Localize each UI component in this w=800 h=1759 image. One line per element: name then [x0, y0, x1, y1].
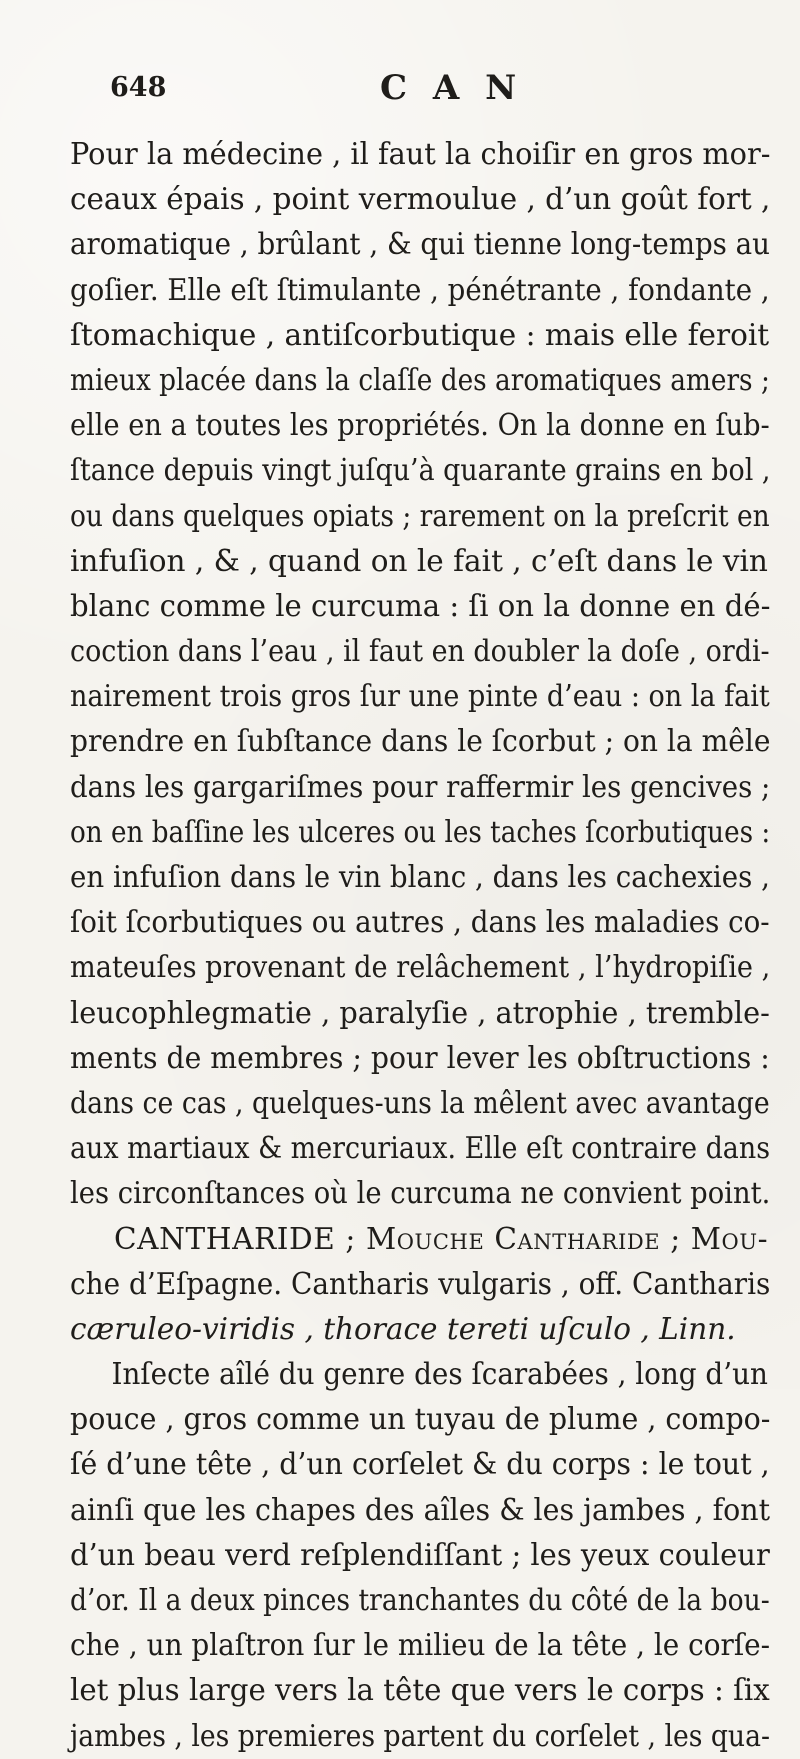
text-line: coction dans l’eau , il faut en doubler la doſe , ordi- — [70, 634, 770, 669]
text-line: leucophlegmatie , paralyſie , atrophie , tremble- — [70, 995, 770, 1030]
text-line: che , un plaſtron ſur le milieu de la tête , le corſe- — [70, 1628, 771, 1663]
text-line: dans ce cas , quelques-uns la mêlent avec avantage — [70, 1085, 770, 1120]
text-line: Inſecte aîlé du genre des ſcarabées , long d’un — [111, 1357, 768, 1392]
text-line: ſtance depuis vingt juſqu’à quarante grains en bol , — [70, 453, 771, 488]
page-number: 648 — [110, 72, 167, 103]
text-line: infuſion , & , quand on le fait , c’eſt dans le vin — [70, 543, 768, 578]
text-line: aux martiaux & mercuriaux. Elle eſt contraire dans — [70, 1131, 771, 1166]
text-line: elle en a toutes les propriétés. On la donne en ſub- — [70, 408, 770, 443]
text-line: les circonſtances où le curcuma ne convient point. — [70, 1176, 771, 1211]
text-line: let plus large vers la tête que vers le corps : ſix — [70, 1673, 770, 1708]
text-line: Pour la médecine , il faut la choiſir en gros mor- — [70, 137, 771, 171]
text-line: jambes , les premieres partent du corſelet , les qua- — [70, 1718, 770, 1753]
text-line: aromatique , brûlant , & qui tienne long-temps au — [70, 227, 770, 262]
text-line: pouce , gros comme un tuyau de plume , compo- — [70, 1402, 771, 1437]
text-line: ſtomachique , antiſcorbutique : mais elle feroit — [70, 317, 770, 352]
text-line: prendre en ſubſtance dans le ſcorbut ; on la mêle — [70, 724, 771, 759]
text-line: mateuſes provenant de relâchement , l’hydropiſie , — [70, 950, 771, 985]
text-line: dans les gargariſmes pour raffermir les gencives ; — [70, 769, 771, 804]
running-head: C A N — [380, 68, 524, 108]
text-line: ceaux épais , point vermoulue , d’un goût fort , — [70, 182, 771, 217]
text-line: ainſi que les chapes des aîles & les jambes , font — [70, 1492, 771, 1527]
text-line: nairement trois gros ſur une pinte d’eau : on la fait — [70, 679, 770, 714]
entry-heading-line: CANTHARIDE ; Mouche Cantharide ; Mou- — [114, 1221, 769, 1256]
text-line: ou dans quelques opiats ; rarement on la preſcrit en — [70, 498, 770, 533]
text-line: goſier. Elle eſt ſtimulante , pénétrante , fondante , — [70, 272, 770, 307]
text-line: ſé d’une tête , d’un corſelet & du corps : le tout , — [70, 1447, 770, 1482]
text-line: mieux placée dans la claſſe des aromatiques amers ; — [70, 362, 770, 397]
text-line: che d’Eſpagne. Cantharis vulgaris , off. Cantharis — [70, 1266, 771, 1301]
text-line: on en baſſine les ulceres ou les taches ſcorbutiques : — [70, 814, 771, 849]
text-line: blanc comme le curcuma : ſi on la donne en dé- — [70, 588, 771, 623]
text-line: ments de membres ; pour lever les obſtructions : — [70, 1040, 770, 1075]
body-text — [70, 132, 770, 1759]
text-line: d’or. Il a deux pinces tranchantes du côté de la bou- — [70, 1583, 770, 1617]
page-header — [110, 68, 690, 116]
text-line: en infuſion dans le vin blanc , dans les cachexies , — [70, 860, 770, 894]
text-line: ſoit ſcorbutiques ou autres , dans les maladies co- — [70, 905, 770, 940]
text-line: d’un beau verd reſplendiſſant ; les yeux couleur — [70, 1537, 770, 1572]
latin-name-line: cæruleo-viridis , thorace tereti uſculo , Linn. — [70, 1311, 736, 1346]
